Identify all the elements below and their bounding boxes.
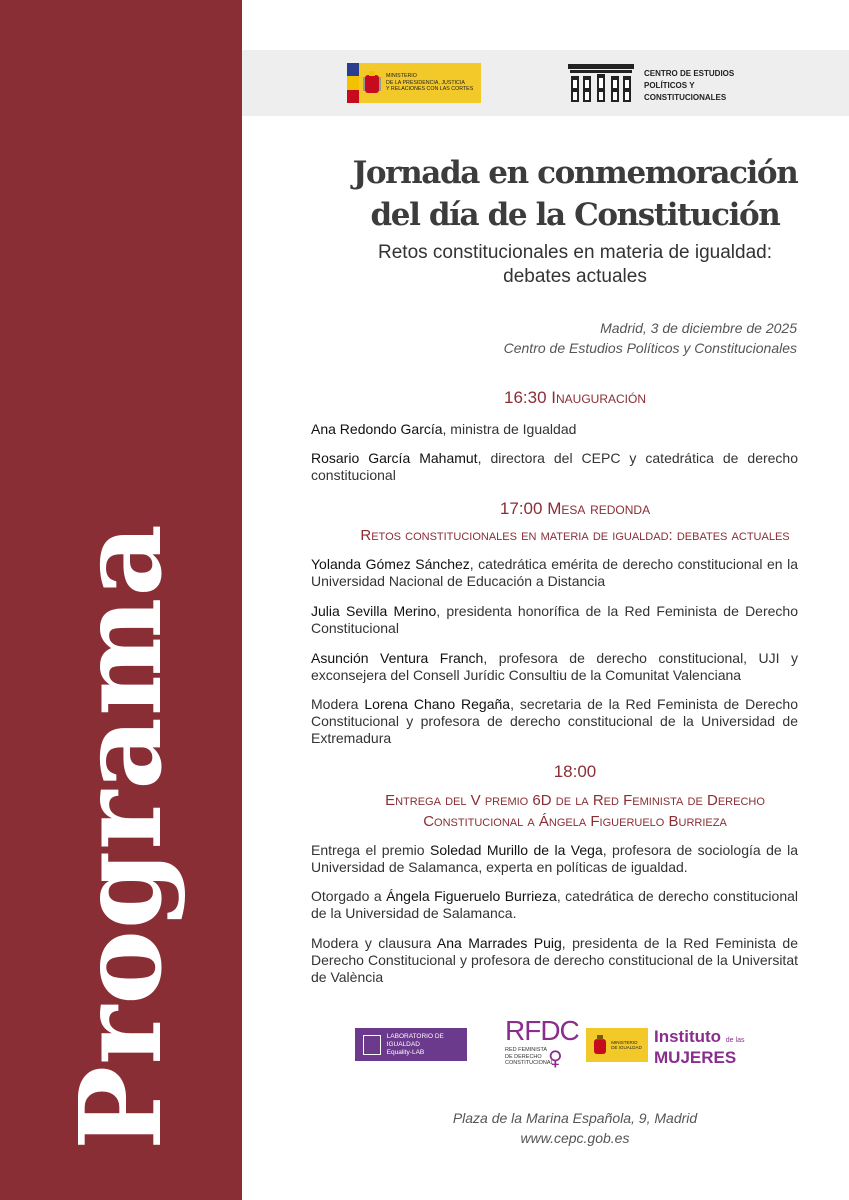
ministry-igualdad-text bbox=[611, 1040, 642, 1051]
speaker-role: , presidenta de la Red Feminista de Derecho Constitucional y profesora de derecho constitucional de la Universitat de València bbox=[311, 935, 798, 985]
speaker-role: , ministra de Igualdad bbox=[442, 421, 577, 437]
ministry-line-1: MINISTERIO bbox=[386, 73, 417, 80]
speaker-name: Lorena Chano Regaña bbox=[364, 696, 511, 712]
rfdc-sub-line-1: RED FEMINISTA bbox=[505, 1047, 548, 1053]
rfdc-subtitle bbox=[505, 1047, 554, 1067]
eu-flag-icon bbox=[347, 63, 359, 103]
awardee-prefix: Otorgado a bbox=[311, 888, 387, 904]
session-2-speaker-3 bbox=[311, 650, 798, 684]
inst-word-1: Instituto bbox=[654, 1027, 722, 1046]
header-band bbox=[242, 50, 849, 116]
session-2-subtitle: Retos constitucionales en materia de igualdad: debates actuales bbox=[360, 527, 790, 544]
programa-heading: Programa bbox=[56, 523, 187, 1150]
event-subtitle bbox=[300, 241, 849, 289]
session-1-speaker-1 bbox=[311, 421, 798, 438]
moderator-prefix: Modera y clausura bbox=[311, 935, 437, 951]
session-3-subtitle bbox=[300, 790, 849, 832]
ministry-name bbox=[386, 73, 473, 93]
event-meta bbox=[504, 318, 797, 358]
equality-lab-logo bbox=[355, 1028, 467, 1061]
venue: Centro de Estudios Políticos y Constitucionales bbox=[503, 340, 797, 356]
speaker-role: , secretaria de la Red Feminista de Derecho Constitucional y profesora de derecho constitucional de la Universidad de Extremadura bbox=[311, 696, 799, 746]
moderator-prefix: Modera bbox=[311, 696, 365, 712]
rfdc-sub-line-3: CONSTITUCIONAL bbox=[505, 1060, 554, 1066]
speaker-role: , presidenta honorífica de la Red Feminista de Derecho Constitucional bbox=[311, 603, 798, 636]
place-date: Madrid, 3 de diciembre de 2025 bbox=[600, 320, 797, 336]
cepc-building-icon bbox=[568, 64, 634, 104]
lab-mark-icon bbox=[363, 1035, 381, 1055]
cepc-name bbox=[644, 68, 734, 104]
session-3-time: 18:00 bbox=[553, 762, 597, 781]
speaker-name: Julia Sevilla Merino bbox=[311, 603, 437, 619]
rfdc-sub-line-2: DE DERECHO bbox=[505, 1053, 542, 1060]
address-line: Plaza de la Marina Española, 9, Madrid bbox=[452, 1110, 698, 1126]
speaker-name: Ana Redondo García bbox=[311, 421, 443, 437]
instituto-mujeres-logo bbox=[586, 1027, 754, 1067]
title-line-1: Jornada en conmemoración bbox=[352, 155, 798, 191]
ministry-logo bbox=[347, 63, 481, 103]
event-title bbox=[300, 152, 849, 236]
instituto-name bbox=[654, 1027, 745, 1067]
speaker-role: , profesora de derecho constitucional, UJI y exconsejera del Consell Jurídic Consultiu de la Comunitat Valenciana bbox=[311, 650, 798, 683]
session-3-moderator bbox=[311, 935, 798, 986]
lab-line-2: Equality-LAB bbox=[386, 1048, 425, 1056]
lab-line-1: LABORATORIO DE IGUALDAD bbox=[386, 1032, 444, 1048]
session-1-speaker-2 bbox=[311, 450, 798, 484]
session-3-awardee bbox=[311, 888, 798, 922]
ministry-line-3: Y RELACIONES CON LAS CORTES bbox=[386, 86, 474, 93]
speaker-name: Yolanda Gómez Sánchez bbox=[311, 556, 470, 572]
speaker-role: , catedrática de derecho constitucional de la Universidad de Salamanca. bbox=[311, 888, 799, 921]
session-2-heading bbox=[300, 499, 849, 519]
session-1-heading bbox=[300, 388, 849, 408]
subtitle-line-2: debates actuales bbox=[503, 266, 647, 287]
coat-of-arms-icon bbox=[592, 1034, 608, 1056]
lab-name bbox=[387, 1033, 467, 1057]
session-1-time: 16:30 bbox=[503, 388, 547, 407]
cepc-line-1: CENTRO DE ESTUDIOS bbox=[644, 69, 735, 78]
ministry-line-2: DE LA PRESIDENCIA, JUSTICIA bbox=[386, 79, 465, 86]
rfdc-title: RFDC bbox=[505, 1015, 579, 1046]
session-2-speaker-2 bbox=[311, 603, 798, 637]
footer-address bbox=[300, 1108, 849, 1148]
subtitle-line-1: Retos constitucionales en materia de igualdad: bbox=[378, 242, 772, 263]
speaker-name: Rosario García Mahamut bbox=[311, 450, 478, 466]
speaker-name: Ana Marrades Puig bbox=[436, 935, 562, 951]
website-link[interactable]: www.cepc.gob.es bbox=[520, 1130, 630, 1146]
ministry-logo-box bbox=[359, 63, 481, 103]
speaker-role: , catedrática emérita de derecho constitucional en la Universidad Nacional de Educación a Distancia bbox=[311, 556, 798, 589]
inst-word-2: MUJERES bbox=[654, 1048, 737, 1067]
ministry-igualdad-box bbox=[586, 1028, 648, 1062]
speaker-name: Ángela Figueruelo Burrieza bbox=[386, 888, 557, 904]
sidebar-band bbox=[0, 0, 242, 1200]
cepc-line-2: POLÍTICOS Y bbox=[644, 81, 695, 90]
session-3-presenter bbox=[311, 842, 798, 876]
session-3-heading bbox=[300, 762, 849, 782]
venus-icon: ♀ bbox=[548, 1046, 563, 1070]
session-2-moderator bbox=[311, 696, 798, 747]
speaker-name: Soledad Murillo de la Vega bbox=[430, 842, 603, 858]
speaker-role: , profesora de sociología de la Universidad de Salamanca, experta en políticas de igualdad. bbox=[311, 842, 798, 875]
inst-min-line-2: DE IGUALDAD bbox=[611, 1045, 642, 1050]
title-line-2: del día de la Constitución bbox=[370, 197, 780, 233]
session-2-time: 17:00 bbox=[499, 499, 543, 518]
presenter-prefix: Entrega el premio bbox=[311, 842, 431, 858]
coat-of-arms-icon bbox=[362, 69, 382, 97]
speaker-name: Asunción Ventura Franch bbox=[311, 650, 484, 666]
session-3-subtitle-line-2: Constitucional a Ángela Figueruelo Burrieza bbox=[423, 813, 727, 830]
speaker-role: , directora del CEPC y catedrática de derecho constitucional bbox=[311, 450, 798, 483]
session-3-subtitle-line-1: Entrega del V premio 6D de la Red Feminista de Derecho bbox=[385, 792, 765, 809]
inst-min-line-1: MINISTERIO bbox=[611, 1039, 638, 1045]
session-2-speaker-1 bbox=[311, 556, 798, 590]
session-2-label: Mesa redonda bbox=[547, 499, 651, 518]
inst-small: de las bbox=[725, 1037, 745, 1044]
session-1-label: Inauguración bbox=[551, 388, 646, 407]
cepc-line-3: CONSTITUCIONALES bbox=[644, 93, 727, 102]
